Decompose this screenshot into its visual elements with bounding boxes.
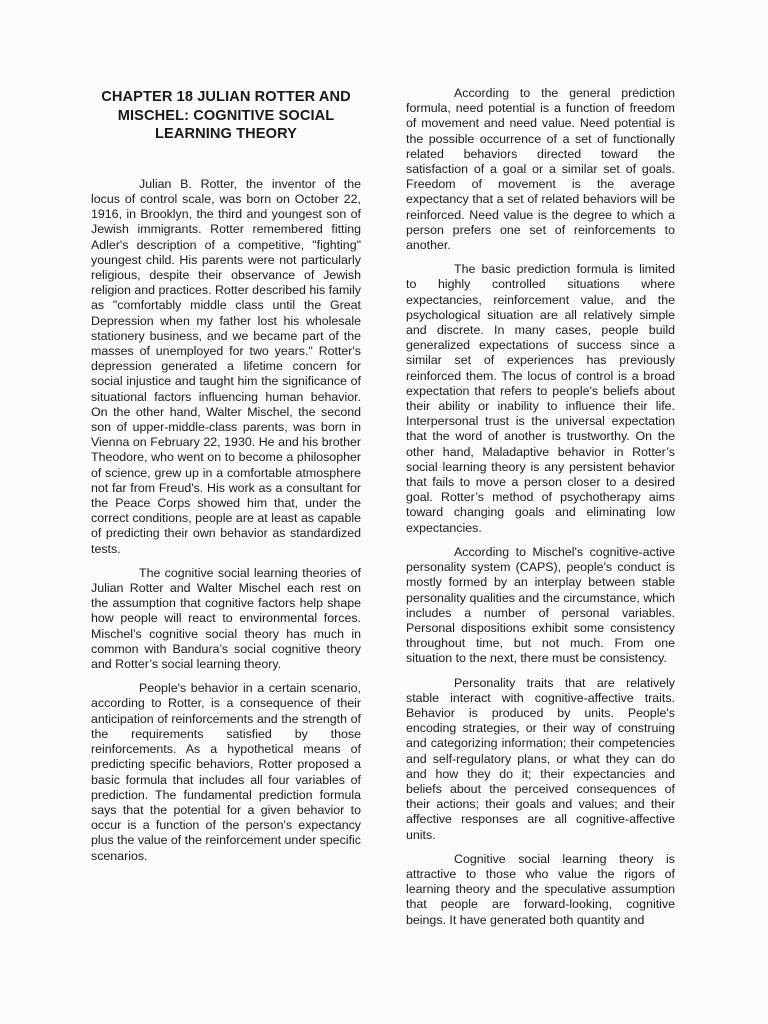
chapter-title: CHAPTER 18 JULIAN ROTTER AND MISCHEL: COGNITIVE SOCIAL LEARNING THEORY — [101, 89, 351, 143]
paragraph-evaluation: Cognitive social learning theory is attractive to those who value the rigors of learning theory and the speculative assumption that people are forward-looking, cognitive beings. It have generated both quantity and — [406, 851, 675, 927]
left-column — [91, 0, 361, 873]
paragraph-rotter-biography: Julian B. Rotter, the inventor of the locus of control scale, was born on October 22, 1916, in Brooklyn, the third and youngest son of Jewish immigrants. Rotter remembered fitting Adler's description of a competitive, "fighting" youngest child. His parents were not particularly religious, despite their observance of Jewish religion and practices. Rotter described his family as "comfortably middle class until the Great Depression when my father lost his wholesale stationery business, and we became part of the masses of unemployed for two years." Rotter's depression generated a lifetime concern for social injustice and taught him the significance of situational factors influencing human behavior. On the other hand, Walter Mischel, the second son of upper-middle-class parents, was born in Vienna on February 22, 1930. He and his brother Theodore, who went on to become a philosopher of science, grew up in a comfortable atmosphere not far from Freud's. His work as a consultant for the Peace Corps showed him that, under the correct conditions, people are at least as capable of predicting their own behavior as standardized tests. — [91, 176, 361, 556]
right-column — [406, 0, 675, 937]
paragraph-basic-formula: People's behavior in a certain scenario, according to Rotter, is a consequence of their anticipation of reinforcements and the strength of the requirements satisfied by those reinforcements. As a hypothetical means of predicting specific behaviors, Rotter proposed a basic formula that includes all four variables of prediction. The fundamental prediction formula says that the potential for a given behavior to occur is a function of the person's expectancy plus the value of the reinforcement under specific scenarios. — [91, 681, 361, 863]
paragraph-cognitive-affective-units: Personality traits that are relatively stable interact with cognitive-affective traits. Behavior is produced by units. People's encoding strategies, or their way of construing and categorizing information; their competencies and self-regulatory plans, or what they can do and how they do it; their expectancies and beliefs about the perceived consequences of their actions; their goals and values; and their affective responses are all cognitive-affective units. — [406, 675, 675, 842]
paragraph-cognitive-theories: The cognitive social learning theories of Julian Rotter and Walter Mischel each rest on the assumption that cognitive factors help shape how people will react to environmental forces. Mischel’s cognitive social theory has much in common with Bandura’s social cognitive theory and Rotter’s social learning theory. — [91, 565, 361, 672]
paragraph-general-formula: According to the general prediction formula, need potential is a function of freedom of movement and need value. Need potential is the possible occurrence of a set of functionally related behaviors directed toward the satisfaction of a goal or a similar set of goals. Freedom of movement is the average expectancy that a set of related behaviors will be reinforced. Need value is the degree to which a person prefers one set of reinforcements to another. — [406, 86, 675, 253]
paragraph-caps: According to Mischel's cognitive-active personality system (CAPS), people's conduct is mostly formed by an interplay between stable personality qualities and the circumstance, which includes a number of personal variables. Personal dispositions exhibit some consistency throughout time, but not much. From one situation to the next, there must be consistency. — [406, 544, 675, 666]
paragraph-locus-of-control: The basic prediction formula is limited to highly controlled situations where expectancies, reinforcement value, and the psychological situation are all relatively simple and discrete. In many cases, people build generalized expectations of success since a similar set of experiences has previously reinforced them. The locus of control is a broad expectation that refers to people's beliefs about their ability or inability to influence their life. Interpersonal trust is the universal expectation that the word of another is trustworthy. On the other hand, Maladaptive behavior in Rotter’s social learning theory is any persistent behavior that fails to move a person closer to a desired goal. Rotter’s method of psychotherapy aims toward changing goals and eliminating low expectancies. — [406, 262, 675, 535]
